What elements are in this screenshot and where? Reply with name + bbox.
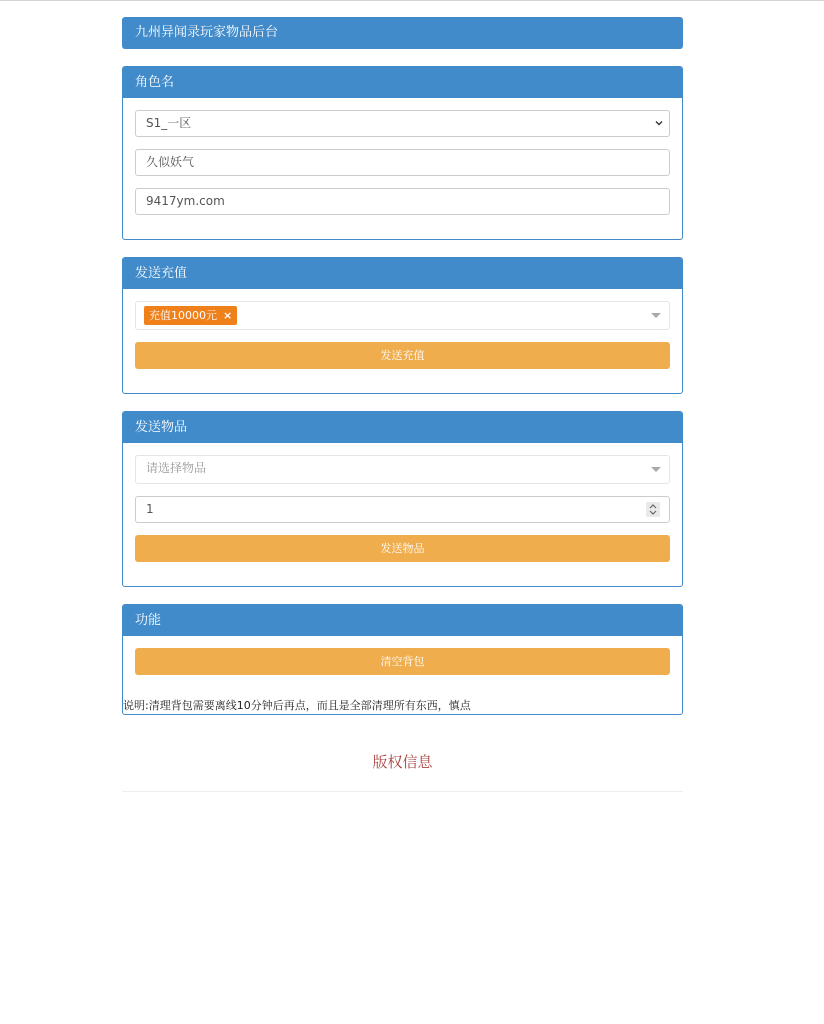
role-panel xyxy=(122,66,683,240)
role-panel-heading: 角色名 xyxy=(123,67,682,98)
item-select[interactable] xyxy=(135,455,670,484)
app-title-bar xyxy=(122,17,683,49)
function-panel xyxy=(122,604,683,715)
recharge-tag[interactable] xyxy=(144,306,237,325)
send-item-button[interactable]: 发送物品 xyxy=(135,535,670,562)
footer xyxy=(122,751,683,792)
recharge-multiselect[interactable] xyxy=(135,301,670,330)
page-container xyxy=(122,17,683,792)
app-title: 九州异闻录玩家物品后台 xyxy=(135,25,279,40)
copyright-text: 版权信息 xyxy=(372,753,433,771)
clear-bag-note: 说明:清理背包需要离线10分钟后再点，而且是全部清理所有东西，慎点 xyxy=(123,699,471,712)
item-panel-heading: 发送物品 xyxy=(123,412,682,443)
server-select[interactable] xyxy=(135,110,670,137)
account-input[interactable] xyxy=(135,188,670,215)
item-panel xyxy=(122,411,683,587)
account-value: 9417ym.com xyxy=(146,194,225,208)
server-select-value: S1_一区 xyxy=(146,116,192,130)
remove-tag-icon[interactable]: × xyxy=(223,309,233,322)
quantity-value: 1 xyxy=(146,502,154,516)
function-panel-heading: 功能 xyxy=(123,605,682,636)
dropdown-arrow-icon xyxy=(651,467,661,472)
send-recharge-button[interactable]: 发送充值 xyxy=(135,342,670,369)
recharge-tag-label: 充值10000元 xyxy=(149,309,217,322)
quantity-input[interactable] xyxy=(135,496,670,523)
role-name-value: 久似妖气 xyxy=(146,155,195,169)
role-name-input[interactable] xyxy=(135,149,670,176)
recharge-panel-heading: 发送充值 xyxy=(123,258,682,289)
spinner-icon[interactable] xyxy=(646,502,660,517)
clear-bag-button[interactable]: 清空背包 xyxy=(135,648,670,675)
dropdown-arrow-icon xyxy=(651,313,661,318)
item-select-placeholder: 请选择物品 xyxy=(146,461,207,475)
chevron-down-icon xyxy=(655,119,663,127)
recharge-panel xyxy=(122,257,683,394)
